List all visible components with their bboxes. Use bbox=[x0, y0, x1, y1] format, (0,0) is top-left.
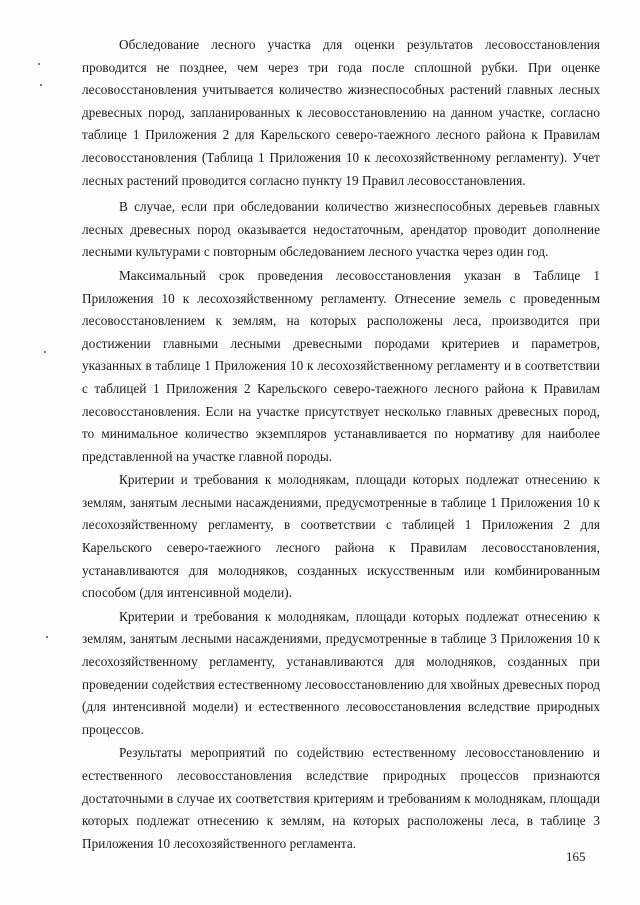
scan-speck bbox=[40, 84, 42, 86]
paragraph-4: Критерии и требования к молоднякам, площади которых подлежат отнесению к землям, занятым лесными насаждениями, предусмотренные в таблице 1 Приложения 10 к лесохозяйственному регламенту, в соответствии с таблицей 1 Приложения 2 для Карельского северо-таежного лесного района к Правилам лесовосстановления, устанавливаются для молодняков, созданных искусственным или комбинированным способом (для интенсивной модели). bbox=[82, 472, 600, 601]
scan-speck bbox=[38, 63, 40, 65]
paragraph-3: Максимальный срок проведения лесовосстановления указан в Таблице 1 Приложения 10 к лесохозяйственному регламенту. Отнесение земель с проведенным лесовосстановлением к землям, на которых расположены леса, производится при достижении главными лесными древесными породами критериев и параметров, указанных в таблице 1 Приложения 10 к лесохозяйственному регламенту и в соответствии с таблицей 1 Приложения 2 Карельского северо-таежного лесного района к Правилам лесовосстановления. Если на участке присутствует несколько главных древесных пород, то минимальное количество экземпляров устанавливается по нормативу для наиболее представленной на участке главной породы. bbox=[82, 267, 600, 464]
scan-speck bbox=[46, 636, 48, 638]
scan-speck bbox=[44, 351, 46, 353]
document-body bbox=[82, 34, 600, 855]
paragraph-6: Результаты мероприятий по содействию естественному лесовосстановлению и естественного лесовосстановления вследствие природных процессов признаются достаточными в случае их соответствия критериям и требованиям к молоднякам, площади которых подлежат отнесению к землям, на которых расположены леса, в таблице 3 Приложения 10 лесохозяйственного регламента. bbox=[82, 745, 600, 851]
paragraph-2: В случае, если при обследовании количество жизнеспособных деревьев главных лесных древесных пород оказывается недостаточным, арендатор проводит дополнение лесными культурами с повторным обследованием лесного участка через один год. bbox=[82, 199, 600, 260]
page-number: 165 bbox=[566, 849, 586, 864]
paragraph-5: Критерии и требования к молоднякам, площади которых подлежат отнесению к землям, занятым лесными насаждениями, предусмотренные в таблице 3 Приложения 10 к лесохозяйственному регламенту, устанавливаются для молодняков, созданных при проведении содействия естественному лесовосстановлению для хвойных древесных пород (для интенсивной модели) и естественного лесовосстановления вследствие природных процессов. bbox=[82, 608, 600, 737]
paragraph-1: Обследование лесного участка для оценки результатов лесовосстановления проводится не позднее, чем через три года после сплошной рубки. При оценке лесовосстановления учитывается количество жизнеспособных растений главных лесных древесных пород, запланированных к лесовосстановлению на данном участке, согласно таблице 1 Приложения 2 для Карельского северо-таежного лесного района к Правилам лесовосстановления (Таблица 1 Приложения 10 к лесохозяйственному регламенту). Учет лесных растений проводится согласно пункту 19 Правил лесовосстановления. bbox=[82, 37, 600, 188]
